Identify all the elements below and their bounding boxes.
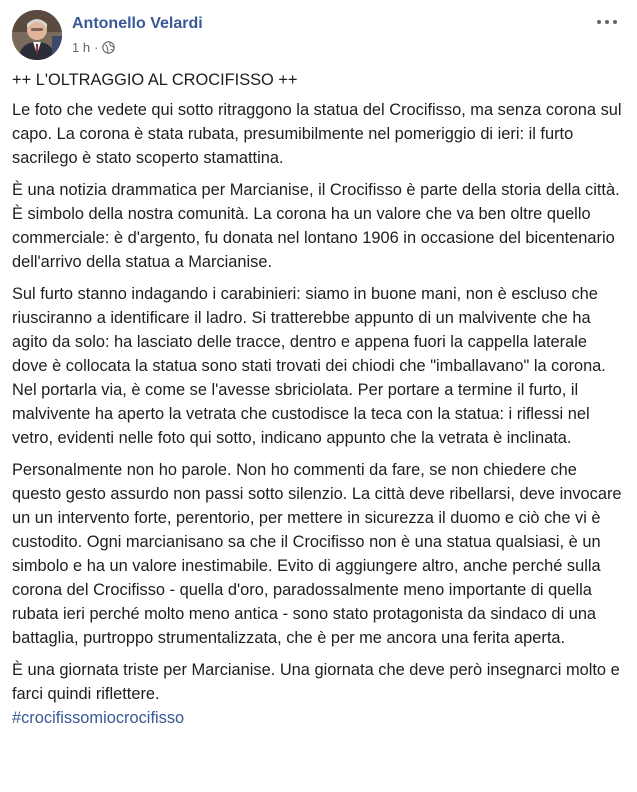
hashtag-link[interactable]: #crocifissomiocrocifisso <box>12 709 185 727</box>
post-time[interactable]: 1 h <box>72 40 91 55</box>
separator-dot: · <box>94 40 99 55</box>
avatar[interactable] <box>12 10 62 60</box>
post-paragraph: Le foto che vedete qui sotto ritraggono la statua del Crocifisso, ma senza corona sul capo. La corona è stata rubata, presumibilmente nel pomeriggio di ieri: il furto sacrilego è stato scoperto stamattina. <box>12 101 622 167</box>
more-options-icon[interactable] <box>596 16 618 28</box>
post-paragraph: Sul furto stanno indagando i carabinieri: siamo in buone mani, non è escluso che riusciranno a identificare il ladro. Si tratterebbe appunto di un malvivente che ha agito da solo: ha lasciato delle tracce, dentro e appena fuori la cappella laterale dove è collocata la statua sono stati trovati dei chiodi che "imballavano" la corona. Nel portarla via, è come se l'avesse sbriciolata. Per portare a termine il furto, il malvivente ha aperto la vetrata che custodisce la teca con la statua: i riflessi nel vetro, evidenti nelle foto qui sotto, indicano appunto che la vetrata è inclinata. <box>12 285 606 447</box>
post-header <box>12 10 624 60</box>
avatar-image <box>12 10 62 60</box>
post-paragraph-text: È una giornata triste per Marcianise. Una giornata che deve però insegnarci molto e farci quindi riflettere. <box>12 661 620 703</box>
post-paragraph: È una notizia drammatica per Marcianise, il Crocifisso è parte della storia della città. È simbolo della nostra comunità. La corona ha un valore che va ben oltre quello commerciale: è d'argento, fu donata nel lontano 1906 in occasione del bicentenario dell'arrivo della statua a Marcianise. <box>12 181 620 271</box>
post-body <box>12 68 624 730</box>
author-name[interactable]: Antonello Velardi <box>72 15 203 32</box>
post-paragraph <box>12 658 624 730</box>
post-paragraph: Personalmente non ho parole. Non ho commenti da fare, se non chiedere che questo gesto assurdo non passi sotto silenzio. La città deve ribellarsi, deve invocare un un intervento forte, perentorio, per mettere in sicurezza il duomo e ciò che vi è custodito. Ogni marcianisano sa che il Crocifisso non è una statua qualsiasi, è un simbolo e ha un valore inestimabile. Evito di aggiungere altro, anche perché sulla corona del Crocifisso - quella d'oro, paradossalmente meno importante di quella rubata ieri perché molto meno antica - sono stato protagonista da sindaco di una battaglia, purtroppo strumentalizzata, che è per me ancora una ferita aperta. <box>12 461 622 647</box>
post-meta <box>72 40 115 55</box>
post-title: ++ L'OLTRAGGIO AL CROCIFISSO ++ <box>12 71 298 89</box>
globe-icon[interactable] <box>102 41 115 54</box>
